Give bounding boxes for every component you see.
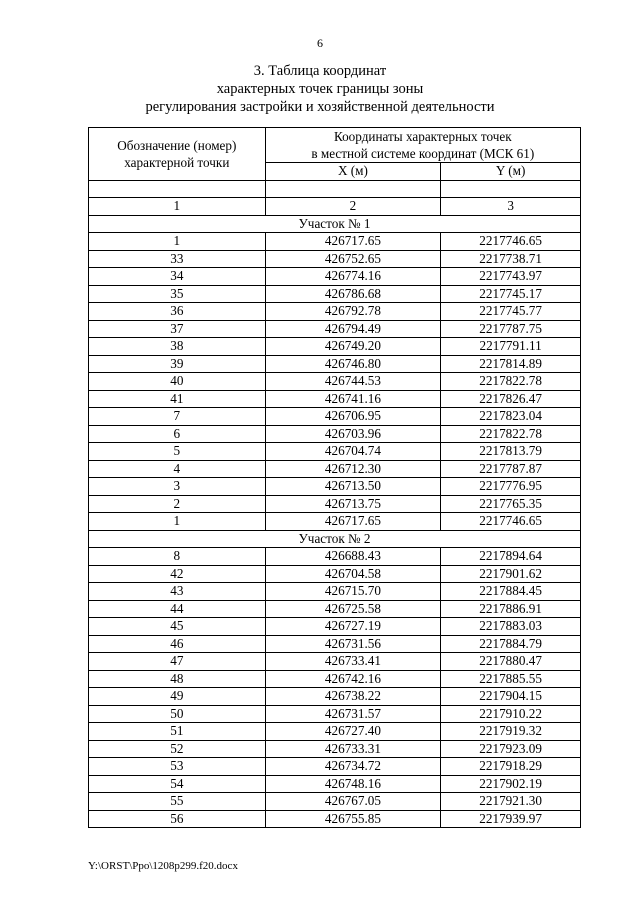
y-coordinate-cell: 2217743.97 bbox=[441, 268, 581, 286]
y-coordinate-cell: 2217823.04 bbox=[441, 408, 581, 426]
x-coordinate-cell: 426727.40 bbox=[265, 723, 441, 741]
point-number-cell: 53 bbox=[89, 758, 266, 776]
coordinates-group-header bbox=[265, 128, 580, 163]
title-line-2: характерных точек границы зоны bbox=[216, 81, 424, 97]
x-coordinate-cell: 426713.75 bbox=[265, 495, 441, 513]
point-number-cell: 43 bbox=[89, 583, 266, 601]
y-coordinate-cell: 2217918.29 bbox=[441, 758, 581, 776]
x-coordinate-cell: 426748.16 bbox=[265, 775, 441, 793]
y-coordinate-cell: 2217787.75 bbox=[441, 320, 581, 338]
x-coordinate-cell: 426786.68 bbox=[265, 285, 441, 303]
section-row bbox=[89, 215, 581, 233]
point-number-cell: 6 bbox=[89, 425, 266, 443]
point-number-cell: 8 bbox=[89, 548, 266, 566]
column-number-3: 3 bbox=[441, 198, 581, 216]
table-row bbox=[89, 600, 581, 618]
section-row bbox=[89, 530, 581, 548]
table-row bbox=[89, 338, 581, 356]
x-coordinate-cell: 426704.58 bbox=[265, 565, 441, 583]
table-row bbox=[89, 355, 581, 373]
y-coordinate-cell: 2217814.89 bbox=[441, 355, 581, 373]
table-row bbox=[89, 635, 581, 653]
point-number-cell: 5 bbox=[89, 443, 266, 461]
table-row bbox=[89, 548, 581, 566]
table-body bbox=[89, 215, 581, 828]
y-coordinate-cell: 2217745.77 bbox=[441, 303, 581, 321]
x-coordinate-cell: 426746.80 bbox=[265, 355, 441, 373]
x-coordinate-cell: 426733.31 bbox=[265, 740, 441, 758]
x-column-header: X (м) bbox=[265, 163, 441, 181]
table-row bbox=[89, 285, 581, 303]
point-number-cell: 1 bbox=[89, 233, 266, 251]
y-coordinate-cell: 2217919.32 bbox=[441, 723, 581, 741]
section-title: Участок № 2 bbox=[89, 530, 581, 548]
point-number-cell: 37 bbox=[89, 320, 266, 338]
table-row bbox=[89, 250, 581, 268]
table-row bbox=[89, 723, 581, 741]
table-row bbox=[89, 303, 581, 321]
y-coordinate-cell: 2217886.91 bbox=[441, 600, 581, 618]
x-coordinate-cell: 426704.74 bbox=[265, 443, 441, 461]
table-row bbox=[89, 495, 581, 513]
y-coordinate-cell: 2217822.78 bbox=[441, 373, 581, 391]
y-coordinate-cell: 2217791.11 bbox=[441, 338, 581, 356]
table-row bbox=[89, 233, 581, 251]
y-coordinate-cell: 2217921.30 bbox=[441, 793, 581, 811]
table-row bbox=[89, 408, 581, 426]
x-coordinate-cell: 426752.65 bbox=[265, 250, 441, 268]
point-number-cell: 42 bbox=[89, 565, 266, 583]
header-gap-row bbox=[89, 180, 581, 198]
table-row bbox=[89, 688, 581, 706]
y-coordinate-cell: 2217822.78 bbox=[441, 425, 581, 443]
point-number-cell: 34 bbox=[89, 268, 266, 286]
y-coordinate-cell: 2217787.87 bbox=[441, 460, 581, 478]
point-number-cell: 49 bbox=[89, 688, 266, 706]
point-number-cell: 44 bbox=[89, 600, 266, 618]
point-number-cell: 47 bbox=[89, 653, 266, 671]
table-row bbox=[89, 618, 581, 636]
point-number-cell: 56 bbox=[89, 810, 266, 828]
y-coordinate-cell: 2217745.17 bbox=[441, 285, 581, 303]
point-number-cell: 2 bbox=[89, 495, 266, 513]
x-coordinate-cell: 426794.49 bbox=[265, 320, 441, 338]
point-designation-header bbox=[89, 128, 266, 181]
y-coordinate-cell: 2217902.19 bbox=[441, 775, 581, 793]
y-coordinate-cell: 2217746.65 bbox=[441, 513, 581, 531]
table-row bbox=[89, 758, 581, 776]
y-coordinate-cell: 2217923.09 bbox=[441, 740, 581, 758]
x-coordinate-cell: 426774.16 bbox=[265, 268, 441, 286]
y-coordinate-cell: 2217765.35 bbox=[441, 495, 581, 513]
document-title bbox=[0, 62, 640, 116]
x-coordinate-cell: 426742.16 bbox=[265, 670, 441, 688]
section-title: Участок № 1 bbox=[89, 215, 581, 233]
x-coordinate-cell: 426749.20 bbox=[265, 338, 441, 356]
x-coordinate-cell: 426717.65 bbox=[265, 233, 441, 251]
table-row bbox=[89, 513, 581, 531]
title-line-3: регулирования застройки и хозяйственной деятельности bbox=[145, 99, 495, 115]
x-coordinate-cell: 426744.53 bbox=[265, 373, 441, 391]
y-coordinate-cell: 2217884.79 bbox=[441, 635, 581, 653]
coordinates-table bbox=[88, 127, 581, 828]
table-row bbox=[89, 268, 581, 286]
y-coordinate-cell: 2217884.45 bbox=[441, 583, 581, 601]
table-row bbox=[89, 425, 581, 443]
x-coordinate-cell: 426741.16 bbox=[265, 390, 441, 408]
table-row bbox=[89, 373, 581, 391]
point-number-cell: 33 bbox=[89, 250, 266, 268]
table-row bbox=[89, 775, 581, 793]
point-number-cell: 52 bbox=[89, 740, 266, 758]
x-coordinate-cell: 426731.56 bbox=[265, 635, 441, 653]
point-number-cell: 4 bbox=[89, 460, 266, 478]
x-coordinate-cell: 426712.30 bbox=[265, 460, 441, 478]
column-number-1: 1 bbox=[89, 198, 266, 216]
x-coordinate-cell: 426688.43 bbox=[265, 548, 441, 566]
point-number-cell: 3 bbox=[89, 478, 266, 496]
y-coordinate-cell: 2217904.15 bbox=[441, 688, 581, 706]
x-coordinate-cell: 426755.85 bbox=[265, 810, 441, 828]
point-number-cell: 7 bbox=[89, 408, 266, 426]
table-header bbox=[89, 128, 581, 216]
y-coordinate-cell: 2217826.47 bbox=[441, 390, 581, 408]
x-coordinate-cell: 426792.78 bbox=[265, 303, 441, 321]
table-row bbox=[89, 793, 581, 811]
coordinates-group-header-line-2: в местной системе координат (МСК 61) bbox=[311, 146, 535, 161]
point-number-cell: 41 bbox=[89, 390, 266, 408]
x-coordinate-cell: 426725.58 bbox=[265, 600, 441, 618]
point-number-cell: 36 bbox=[89, 303, 266, 321]
point-number-cell: 55 bbox=[89, 793, 266, 811]
x-coordinate-cell: 426717.65 bbox=[265, 513, 441, 531]
table-row bbox=[89, 653, 581, 671]
y-coordinate-cell: 2217813.79 bbox=[441, 443, 581, 461]
x-coordinate-cell: 426715.70 bbox=[265, 583, 441, 601]
x-coordinate-cell: 426738.22 bbox=[265, 688, 441, 706]
point-number-cell: 1 bbox=[89, 513, 266, 531]
point-number-cell: 35 bbox=[89, 285, 266, 303]
y-coordinate-cell: 2217894.64 bbox=[441, 548, 581, 566]
table-row bbox=[89, 565, 581, 583]
point-number-cell: 50 bbox=[89, 705, 266, 723]
point-number-cell: 40 bbox=[89, 373, 266, 391]
table-row bbox=[89, 460, 581, 478]
point-designation-header-line-1: Обозначение (номер) bbox=[117, 137, 237, 153]
table-row bbox=[89, 443, 581, 461]
x-coordinate-cell: 426727.19 bbox=[265, 618, 441, 636]
point-number-cell: 39 bbox=[89, 355, 266, 373]
x-coordinate-cell: 426733.41 bbox=[265, 653, 441, 671]
y-coordinate-cell: 2217910.22 bbox=[441, 705, 581, 723]
point-number-cell: 48 bbox=[89, 670, 266, 688]
x-coordinate-cell: 426767.05 bbox=[265, 793, 441, 811]
y-column-header: Y (м) bbox=[441, 163, 581, 181]
y-coordinate-cell: 2217901.62 bbox=[441, 565, 581, 583]
y-coordinate-cell: 2217883.03 bbox=[441, 618, 581, 636]
title-line-1: 3. Таблица координат bbox=[253, 63, 387, 79]
point-number-cell: 51 bbox=[89, 723, 266, 741]
y-coordinate-cell: 2217746.65 bbox=[441, 233, 581, 251]
x-coordinate-cell: 426713.50 bbox=[265, 478, 441, 496]
point-number-cell: 45 bbox=[89, 618, 266, 636]
table-row bbox=[89, 670, 581, 688]
table-row bbox=[89, 390, 581, 408]
column-numbering-row bbox=[89, 198, 581, 216]
y-coordinate-cell: 2217738.71 bbox=[441, 250, 581, 268]
column-number-2: 2 bbox=[265, 198, 441, 216]
file-path-footer: Y:\ORST\Ppo\1208p299.f20.docx bbox=[88, 860, 238, 872]
page-number: 6 bbox=[317, 36, 323, 50]
point-number-cell: 54 bbox=[89, 775, 266, 793]
y-coordinate-cell: 2217939.97 bbox=[441, 810, 581, 828]
point-number-cell: 46 bbox=[89, 635, 266, 653]
y-coordinate-cell: 2217885.55 bbox=[441, 670, 581, 688]
y-coordinate-cell: 2217776.95 bbox=[441, 478, 581, 496]
x-coordinate-cell: 426734.72 bbox=[265, 758, 441, 776]
table-row bbox=[89, 740, 581, 758]
point-number-cell: 38 bbox=[89, 338, 266, 356]
table-row bbox=[89, 478, 581, 496]
x-coordinate-cell: 426703.96 bbox=[265, 425, 441, 443]
table-row bbox=[89, 810, 581, 828]
coordinates-group-header-line-1: Координаты характерных точек bbox=[333, 129, 512, 144]
x-coordinate-cell: 426731.57 bbox=[265, 705, 441, 723]
table-row bbox=[89, 320, 581, 338]
table-row bbox=[89, 583, 581, 601]
table-row bbox=[89, 705, 581, 723]
y-coordinate-cell: 2217880.47 bbox=[441, 653, 581, 671]
x-coordinate-cell: 426706.95 bbox=[265, 408, 441, 426]
point-designation-header-line-2: характерной точки bbox=[124, 154, 230, 170]
